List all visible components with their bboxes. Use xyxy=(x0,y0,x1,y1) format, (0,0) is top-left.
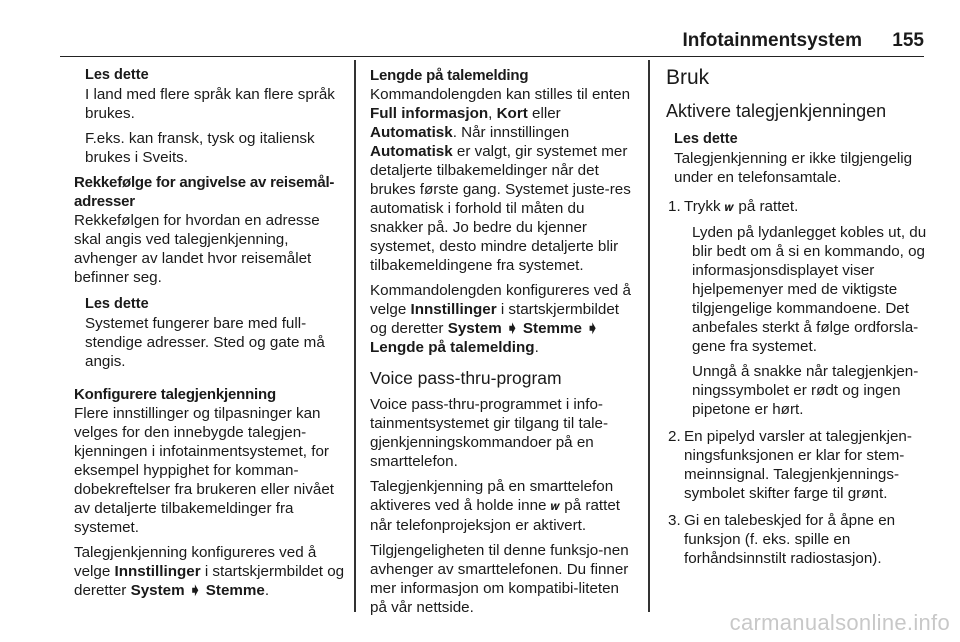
page-title: Infotainmentsystem xyxy=(682,30,862,51)
note-heading: Les dette xyxy=(85,67,149,83)
watermark: carmanualsonline.info xyxy=(729,610,950,635)
page-header xyxy=(60,30,924,57)
paragraph: Talegjenkjenning konfigureres ved å velge Innstillinger i startskjermbildet og deretter System ➧ Stemme. xyxy=(74,544,345,599)
note-text: I land med flere språk kan flere språk brukes. xyxy=(85,86,335,122)
section-heading: Konfigurere talegjenkjenning xyxy=(74,386,276,403)
section-heading: Lengde på talemelding xyxy=(370,67,529,84)
subsection-heading: Voice pass-thru-program xyxy=(370,368,562,388)
voice-icon: 𝒘 xyxy=(724,200,735,214)
column-3 xyxy=(666,66,928,568)
list-item: 1. Trykk 𝒘 på rattet. Lyden på lydanlegget kobles ut, du blir bedt om å si en kommando, og informasjonsdisplayet viser hjelpemenyer med de viktigste tilgjengelige kommandoene. Det anbefales sterkt å følge ordforsla-gene fra systemet. Unngå å snakke når talegjenkjen-ningssymbolet er rødt og ingen pipetone er hørt. xyxy=(668,198,927,418)
note-text: F.eks. kan fransk, tysk og italiensk brukes i Sveits. xyxy=(85,130,315,166)
note-heading: Les dette xyxy=(85,296,149,312)
note-text: Talegjenkjenning er ikke tilgjengelig under en telefonsamtale. xyxy=(674,150,913,186)
column-1 xyxy=(74,66,346,600)
paragraph: Kommandolengden konfigureres ved å velge Innstillinger i startskjermbildet og deretter System ➧ Stemme ➧ Lengde på talemelding. xyxy=(370,282,631,356)
list-item: 2. En pipelyd varsler at talegjenkjen-ningsfunksjonen er klar for stem-meinnsignal. Talegjenkjennings-symbolet skifter farge til grønt. xyxy=(668,428,912,502)
voice-icon: 𝒘 xyxy=(550,499,561,513)
section-heading: Aktivere talegjenkjenningen xyxy=(666,101,887,121)
list-item: 3. Gi en talebeskjed for å åpne en funksjon (f. eks. spille en forhåndsinnstilt radiostasjon). xyxy=(668,512,896,567)
page-number: 155 xyxy=(892,30,924,51)
chapter-heading: Bruk xyxy=(666,66,710,89)
note-box xyxy=(74,66,346,167)
column-divider-2 xyxy=(648,60,650,612)
paragraph: Talegjenkjenning på en smarttelefon aktiveres ved å holde inne 𝒘 på rattet når telefonprojeksjon er aktivert. xyxy=(370,478,621,534)
note-box xyxy=(74,295,346,371)
paragraph: Rekkefølgen for hvordan en adresse skal angis ved talegjenkjenning, avhenger av landet hvor reisemålet befinner seg. xyxy=(74,212,320,286)
section-heading: Rekkefølge for angivelse av reisemål-adresser xyxy=(74,174,335,210)
paragraph: Tilgjengeligheten til denne funksjo-nen avhenger av smarttelefonen. Du finner mer informasjon om kompatibi-liteten på vår nettside. xyxy=(370,542,629,616)
column-divider-1 xyxy=(354,60,356,612)
column-2 xyxy=(370,66,636,617)
paragraph: Kommandolengden kan stilles til enten Full informasjon, Kort eller Automatisk. Når innstillingen Automatisk er valgt, gir systemet mer detaljerte tilbakemeldinger når det brukes første gang. Systemet juste-res automatisk i forhold til måten du snakker på. Jo bedre du kjenner systemet, desto mindre detaljerte blir tilbakemeldingene fra systemet. xyxy=(370,86,631,274)
note-heading: Les dette xyxy=(674,131,738,147)
note-box xyxy=(666,130,928,187)
steps-list xyxy=(666,197,928,568)
paragraph: Voice pass-thru-programmet i info-tainmentsystemet gir tilgang til tale-gjenkjenningskommandoer på en smarttelefon. xyxy=(370,396,609,470)
paragraph: Flere innstillinger og tilpasninger kan velges for den innebygde talegjen-kjenningen i infotainmentsystemet, for eksempel hyppighet for komman-dobekreftelser fra brukeren eller nivået av detaljerte tilbakemeldinger fra systemet. xyxy=(74,405,335,536)
note-text: Systemet fungerer bare med full-stendige adresser. Sted og gate må angis. xyxy=(85,315,325,370)
